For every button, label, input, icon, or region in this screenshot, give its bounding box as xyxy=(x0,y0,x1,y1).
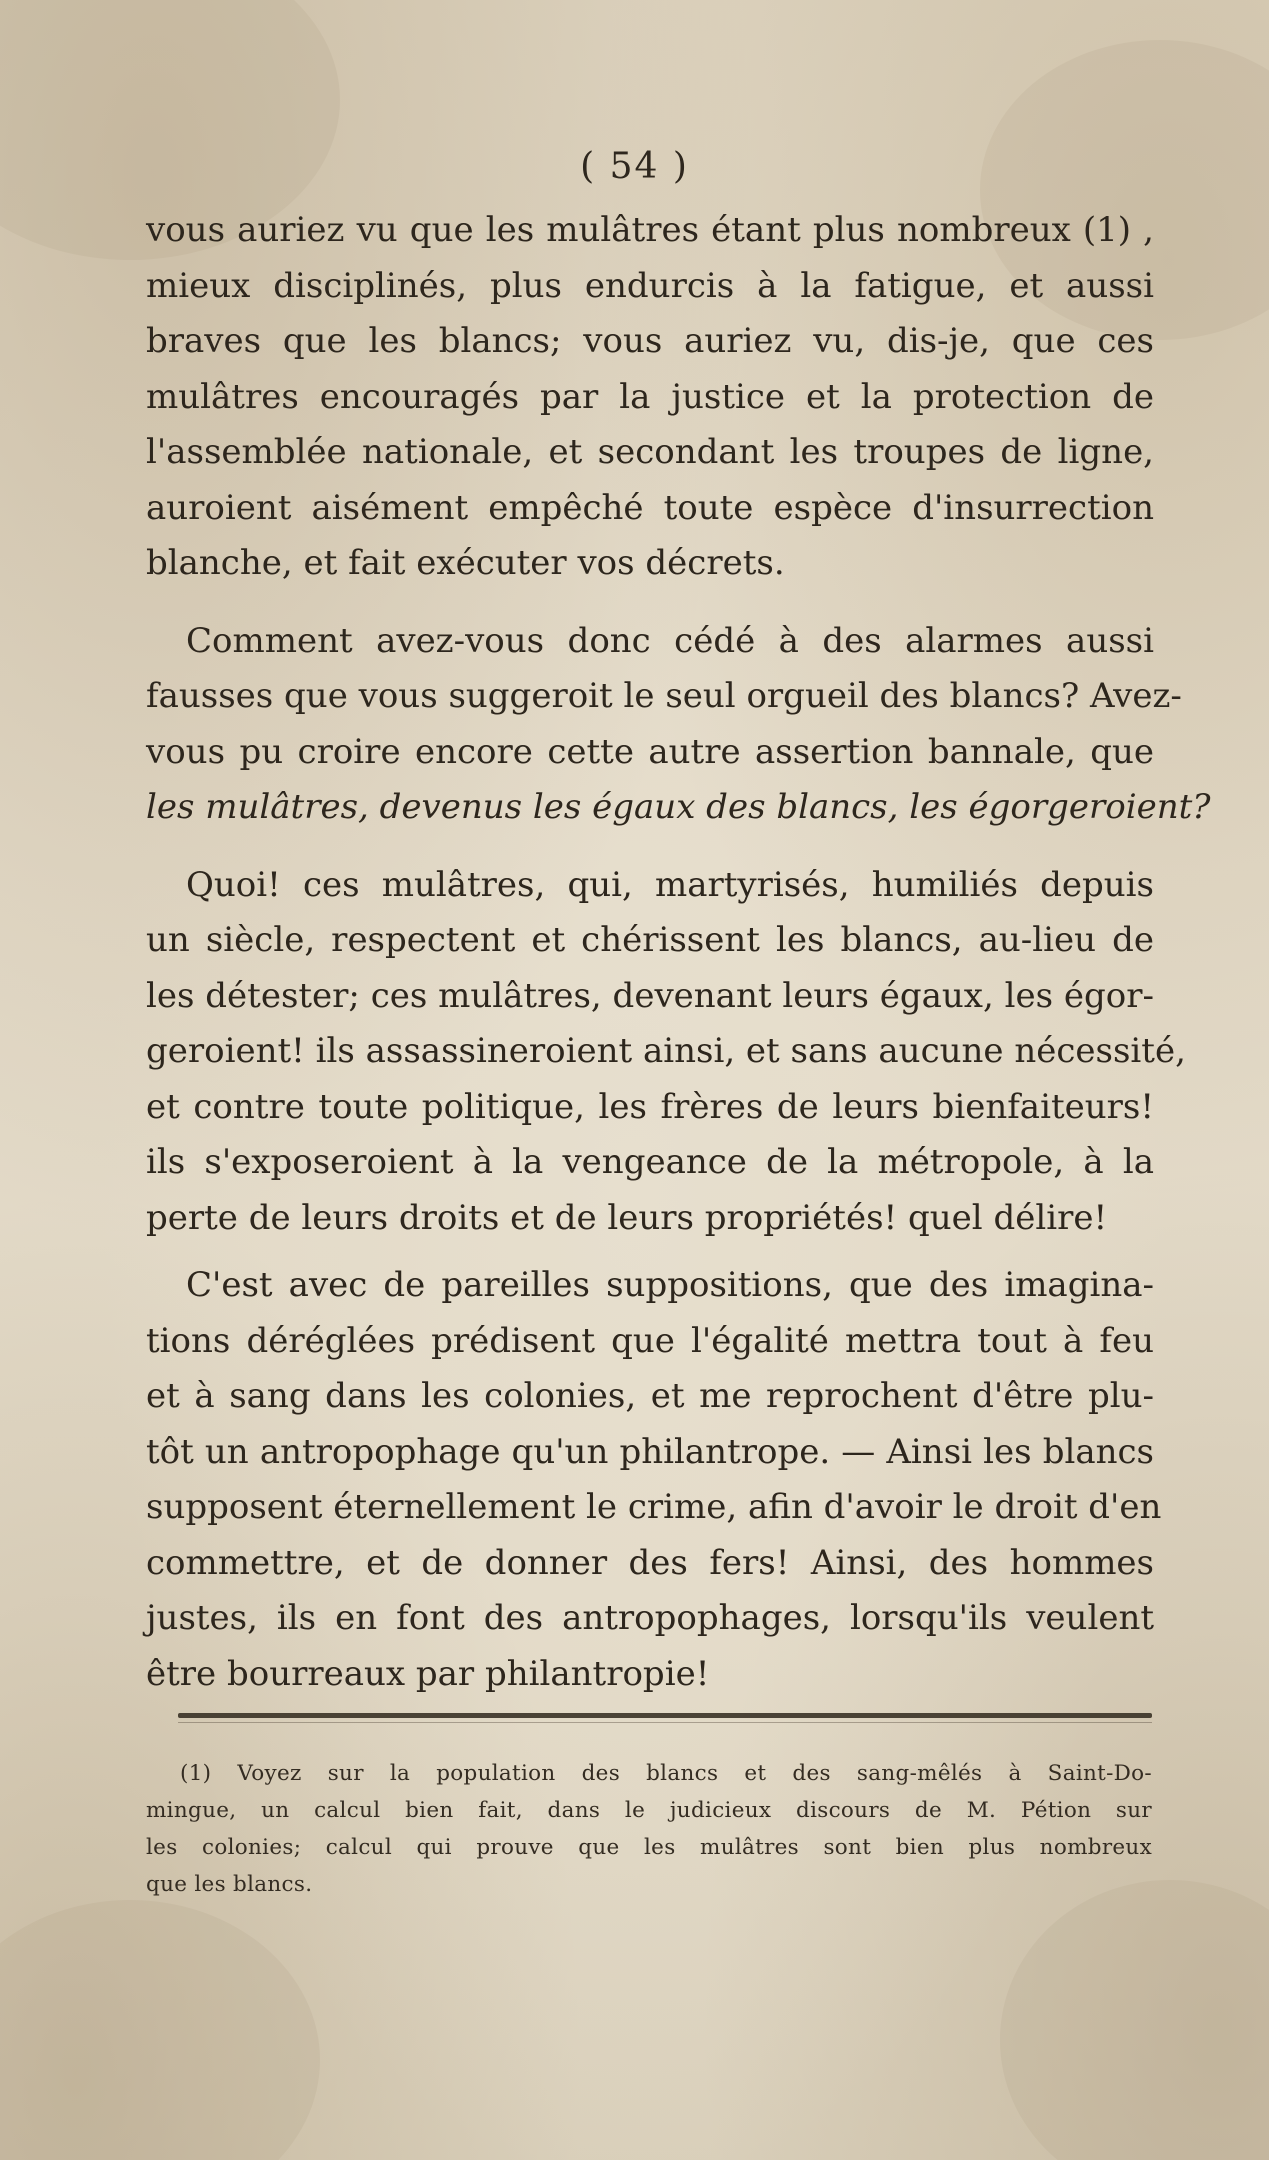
text-line: les détester; ces mulâtres, devenant leurs égaux, les égor- xyxy=(146,975,1154,1016)
text-line: fausses que vous suggeroit le seul orgueil des blancs? Avez- xyxy=(146,676,1182,716)
footnote-line: (1) Voyez sur la population des blancs et des sang-mêlés à Saint-Do- xyxy=(180,1761,1152,1786)
paragraph-2 xyxy=(146,614,1211,836)
text-line: et contre toute politique, les frères de leurs bienfaiteurs! xyxy=(146,1086,1154,1127)
text-line: ils s'exposeroient à la vengeance de la métropole, à la xyxy=(146,1142,1154,1182)
text-line: Quoi! ces mulâtres, qui, martyrisés, humiliés depuis xyxy=(186,864,1154,905)
text-line: être bourreaux par philantropie! xyxy=(146,1653,710,1694)
text-line: braves que les blancs; vous auriez vu, dis-je, que ces xyxy=(146,321,1154,361)
text-line: geroient! ils assassineroient ainsi, et sans aucune nécessité, xyxy=(146,1031,1186,1071)
footnote-line: les colonies; calcul qui prouve que les mulâtres sont bien plus nombreux xyxy=(146,1835,1152,1860)
paragraph-3 xyxy=(146,858,1186,1247)
footnote-divider-shadow xyxy=(178,1722,1152,1723)
paragraph-1 xyxy=(146,203,1154,592)
text-line: commettre, et de donner des fers! Ainsi, des hommes xyxy=(146,1542,1154,1583)
text-line: auroient aisément empêché toute espèce d'insurrection xyxy=(146,487,1154,528)
text-line: mieux disciplinés, plus endurcis à la fatigue, et aussi xyxy=(146,265,1154,306)
text-line: blanche, et fait exécuter vos décrets. xyxy=(146,543,785,583)
main-text xyxy=(146,203,1211,1702)
page-number: ( 54 ) xyxy=(580,146,689,187)
text-line: justes, ils en font des antropophages, lorsqu'ils veulent xyxy=(146,1598,1154,1638)
footnote-line: mingue, un calcul bien fait, dans le judicieux discours de M. Pétion sur xyxy=(146,1798,1152,1823)
text-line: vous pu croire encore cette autre assertion bannale, que xyxy=(146,731,1154,772)
text-line: tôt un antropophage qu'un philantrope. — Ainsi les blancs xyxy=(146,1431,1154,1472)
text-line: C'est avec de pareilles suppositions, que des imagina- xyxy=(186,1265,1154,1305)
paragraph-4 xyxy=(146,1258,1162,1702)
text-line: mulâtres encouragés par la justice et la protection de xyxy=(146,376,1154,417)
text-line: supposent éternellement le crime, afin d'avoir le droit d'en xyxy=(146,1487,1162,1527)
text-line: perte de leurs droits et de leurs propriétés! quel délire! xyxy=(146,1197,1108,1238)
footnote xyxy=(146,1755,1152,1903)
text-line: tions déréglées prédisent que l'égalité mettra tout à feu xyxy=(146,1320,1154,1361)
paper-stain xyxy=(0,1900,320,2160)
paper-stain xyxy=(1000,1880,1269,2160)
footnote-line: que les blancs. xyxy=(146,1872,313,1897)
text-line: et à sang dans les colonies, et me reprochent d'être plu- xyxy=(146,1376,1154,1416)
text-line: un siècle, respectent et chérissent les blancs, au-lieu de xyxy=(146,920,1154,960)
text-line: vous auriez vu que les mulâtres étant plus nombreux (1) , xyxy=(146,210,1154,250)
italic-quote-line: les mulâtres, devenus les égaux des blancs, les égorgeroient? xyxy=(146,787,1211,827)
footnote-divider xyxy=(178,1713,1152,1718)
text-line: l'assemblée nationale, et secondant les troupes de ligne, xyxy=(146,432,1154,472)
text-line: Comment avez-vous donc cédé à des alarmes aussi xyxy=(186,620,1154,661)
